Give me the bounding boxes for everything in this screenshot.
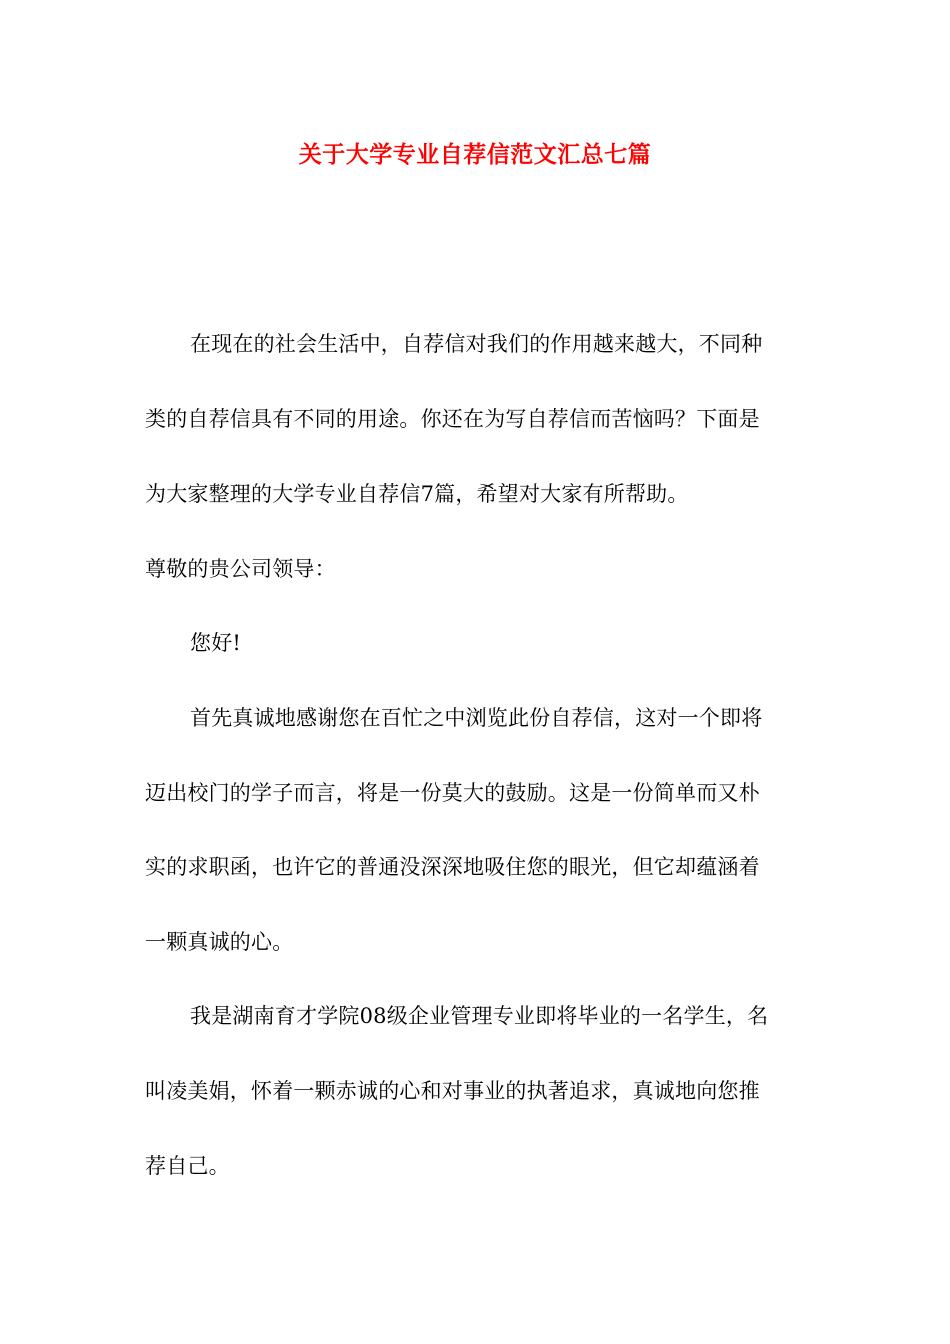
paragraph-line: 为大家整理的大学专业自荐信7篇，希望对大家有所帮助。: [145, 482, 689, 506]
paragraph-line: 迈出校门的学子而言，将是一份莫大的鼓励。这是一份简单而又朴: [145, 781, 760, 805]
paragraph-line: 叫凌美娟，怀着一颗赤诚的心和对事业的执著追求，真诚地向您推: [145, 1079, 760, 1103]
salutation-line: 尊敬的贵公司领导：: [145, 557, 336, 581]
paragraph-line: 实的求职函，也许它的普通没深深地吸住您的眼光，但它却蕴涵着: [145, 855, 760, 879]
paragraph-line: 我是湖南育才学院08级企业管理专业即将毕业的一名学生，名: [190, 1004, 769, 1028]
paragraph-line: 在现在的社会生活中，自荐信对我们的作用越来越大，不同种: [190, 332, 763, 356]
greeting-line: 您好!: [190, 631, 242, 655]
paragraph-line: 一颗真诚的心。: [145, 930, 294, 954]
paragraph-line: 首先真诚地感谢您在百忙之中浏览此份自荐信，这对一个即将: [190, 706, 763, 730]
document-title: 关于大学专业自荐信范文汇总七篇: [298, 141, 652, 168]
paragraph-line: 荐自己。: [145, 1154, 230, 1178]
paragraph-line: 类的自荐信具有不同的用途。你还在为写自荐信而苦恼吗？下面是: [145, 407, 760, 431]
